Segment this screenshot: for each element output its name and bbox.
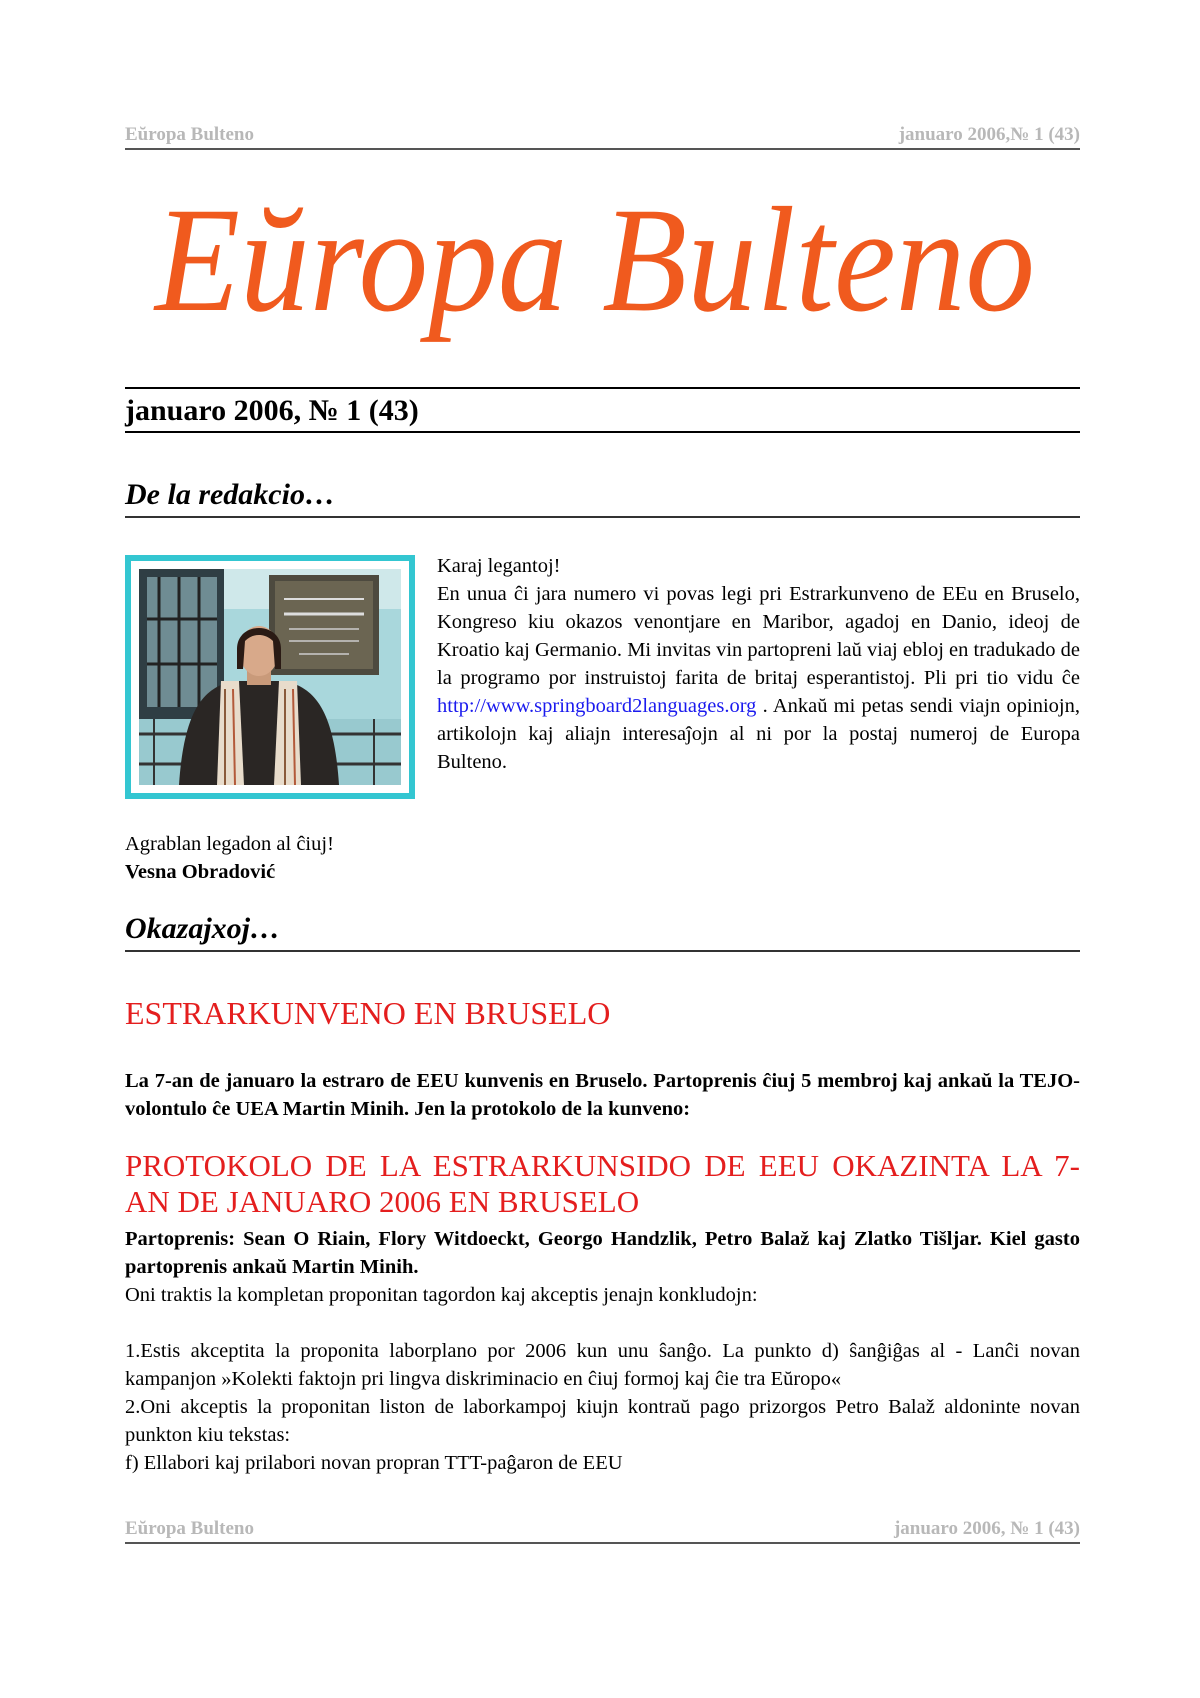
intro-text — [437, 552, 1080, 776]
footer-right: januaro 2006, № 1 (43) — [893, 1518, 1080, 1539]
signoff — [125, 830, 334, 886]
participants: Partoprenis: Sean O Riain, Flory Witdoeckt, Georgo Handzlik, Petro Balaž kaj Zlatko Tišljar. Kiel gasto partoprenis ankaŭ Martin Minih. — [125, 1228, 1080, 1278]
header-left: Eŭropa Bulteno — [125, 124, 254, 145]
running-header — [125, 124, 1080, 150]
conclusion-1: 1.Estis akceptita la proponita laborplano por 2006 kun unu ŝanĝo. La punkto d) ŝanĝiĝas al - Lanĉi novan kampanjon »Kolekti faktojn pri lingva diskriminacio en ĉiuj formoj kaj ĉie tra Eŭropo« — [125, 1340, 1080, 1390]
section-title-redakcio: De la redakcio… — [125, 478, 1080, 518]
intro-greeting: Karaj legantoj! — [437, 555, 561, 577]
signoff-greeting: Agrablan legadon al ĉiuj! — [125, 833, 334, 855]
section-title-okazajxoj: Okazajxoj… — [125, 912, 1080, 952]
running-footer — [125, 1518, 1080, 1544]
header-right: januaro 2006,№ 1 (43) — [898, 124, 1080, 145]
conclusion-2: 2.Oni akceptis la proponitan liston de laborkampoj kiujn kontraŭ pago prizorgos Petro Balaž aldoninte novan punkton kiu tekstas: — [125, 1396, 1080, 1446]
issue-line: januaro 2006, № 1 (43) — [125, 387, 1080, 433]
masthead — [125, 170, 1080, 380]
masthead-title: Eŭropa Bulteno — [153, 177, 1036, 343]
agenda-text: Oni traktis la kompletan proponitan tagordon kaj akceptis jenajn konkludojn: — [125, 1284, 758, 1306]
article-lead: La 7-an de januaro la estraro de EEU kunvenis en Bruselo. Partoprenis ĉiuj 5 membroj kaj ankaŭ la TEJO-volontulo ĉe UEA Martin Minih. Jen la protokolo de la kunveno: — [125, 1070, 1080, 1120]
intro-paragraph — [437, 580, 1080, 776]
intro-text-after: . Ankaŭ mi petas sendi viajn opiniojn, artikolojn kaj aliajn interesaĵojn al ni por la postaj numeroj de Europa Bulteno. — [437, 695, 1080, 773]
masthead-logo — [125, 170, 1080, 380]
editor-photo — [125, 555, 415, 799]
intro-text-before: En unua ĉi jara numero vi povas legi pri Estrarkunveno de EEu en Bruselo, Kongreso kiu okazos venontjare en Maribor, agadoj en Danio, ideoj de Kroatio kaj Germanio. Mi invitas vin partopreni laŭ viaj ebloj en tradukado de la programo por instruistoj farita de britaj esperantistoj. Pli pri tio vidu ĉe — [437, 583, 1080, 689]
protocol-heading: PROTOKOLO DE LA ESTRARKUNSIDO DE EEU OKAZINTA LA 7-AN DE JANUARO 2006 EN BRUSELO — [125, 1148, 1080, 1219]
springboard-link[interactable]: http://www.springboard2languages.org — [437, 695, 757, 717]
conclusion-2f: f) Ellabori kaj prilabori novan propran TTT-paĝaron de EEU — [125, 1452, 623, 1474]
signoff-name: Vesna Obradović — [125, 861, 276, 883]
protocol-body — [125, 1225, 1080, 1477]
footer-left: Eŭropa Bulteno — [125, 1518, 254, 1539]
editor-photo-image — [139, 569, 401, 785]
article-heading: ESTRARKUNVENO EN BRUSELO — [125, 995, 611, 1031]
